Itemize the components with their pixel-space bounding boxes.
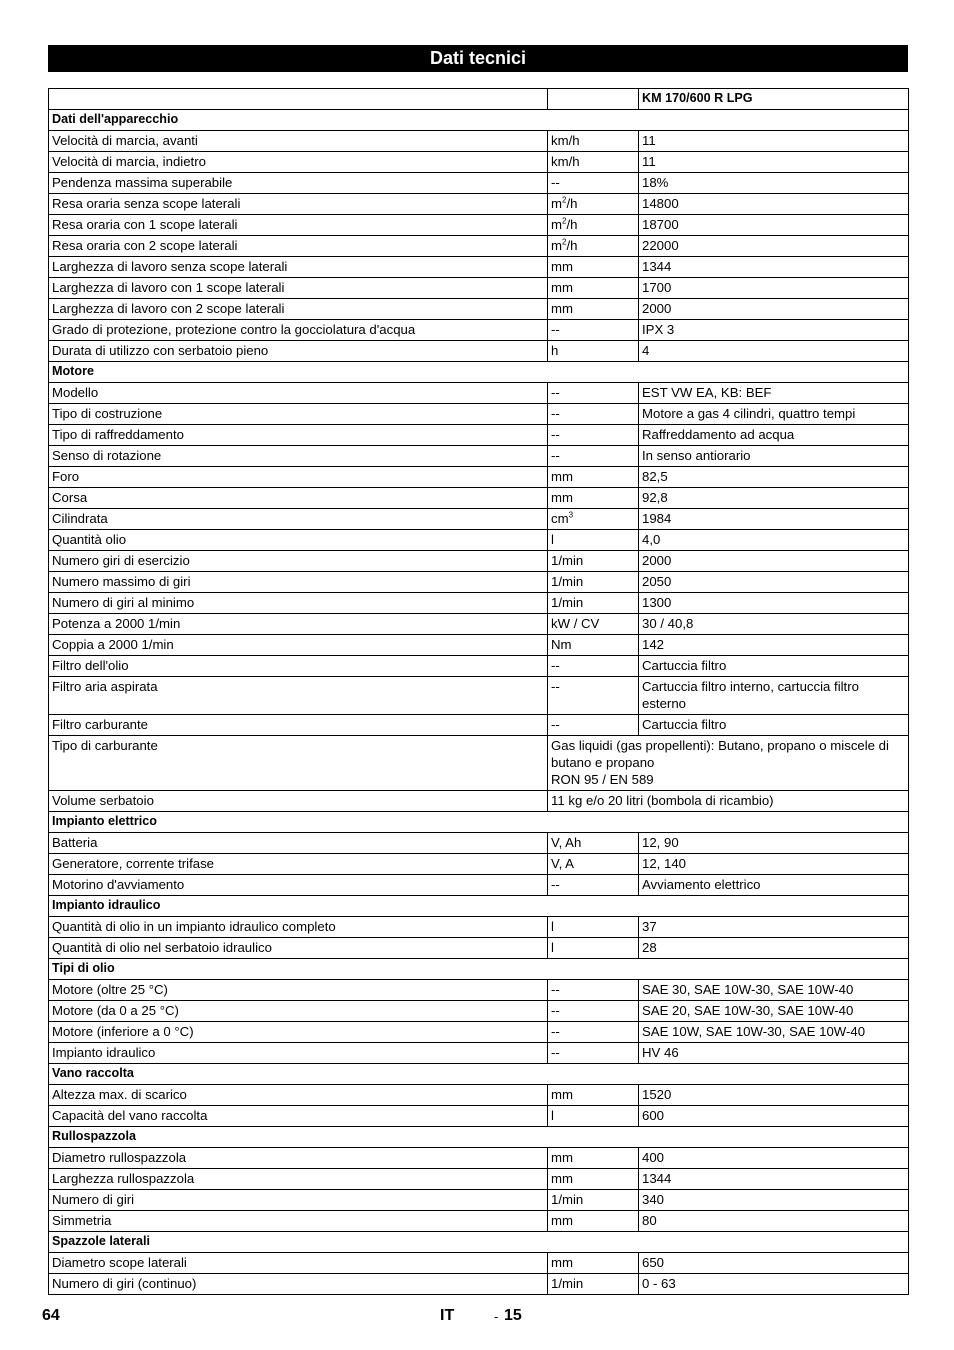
section-title: Dati dell'apparecchio bbox=[49, 110, 909, 131]
table-row bbox=[49, 1022, 909, 1043]
spec-unit: -- bbox=[548, 715, 639, 736]
table-row bbox=[49, 320, 909, 341]
technical-data-table bbox=[48, 88, 909, 1295]
spec-label: Tipo di costruzione bbox=[49, 404, 548, 425]
spec-label: Batteria bbox=[49, 833, 548, 854]
table-row bbox=[49, 173, 909, 194]
header-empty-cell bbox=[49, 89, 548, 110]
spec-label: Corsa bbox=[49, 488, 548, 509]
spec-unit: V, A bbox=[548, 854, 639, 875]
spec-value: 2000 bbox=[639, 551, 909, 572]
spec-value: 82,5 bbox=[639, 467, 909, 488]
section-title: Rullospazzola bbox=[49, 1127, 909, 1148]
table-row bbox=[49, 980, 909, 1001]
spec-unit: km/h bbox=[548, 152, 639, 173]
spec-label: Numero giri di esercizio bbox=[49, 551, 548, 572]
spec-label: Senso di rotazione bbox=[49, 446, 548, 467]
spec-unit: -- bbox=[548, 677, 639, 715]
spec-label: Motore (oltre 25 °C) bbox=[49, 980, 548, 1001]
table-row bbox=[49, 278, 909, 299]
spec-label: Filtro aria aspirata bbox=[49, 677, 548, 715]
language-code: IT bbox=[440, 1307, 455, 1324]
spec-value: 37 bbox=[639, 917, 909, 938]
spec-unit: $m^2/h$ bbox=[548, 215, 639, 236]
spec-unit: -- bbox=[548, 1001, 639, 1022]
spec-label: Simmetria bbox=[49, 1211, 548, 1232]
section-title: Impianto elettrico bbox=[49, 812, 909, 833]
spec-value: 340 bbox=[639, 1190, 909, 1211]
spec-unit: h bbox=[548, 341, 639, 362]
section-title: Tipi di olio bbox=[49, 959, 909, 980]
table-row bbox=[49, 1274, 909, 1295]
section-header-row bbox=[49, 1064, 909, 1085]
section-page-number: 15 bbox=[504, 1307, 522, 1324]
spec-label: Numero di giri bbox=[49, 1190, 548, 1211]
section-title: Motore bbox=[49, 362, 909, 383]
table-row bbox=[49, 194, 909, 215]
spec-value: 1344 bbox=[639, 1169, 909, 1190]
spec-unit: -- bbox=[548, 404, 639, 425]
spec-unit: 1/min bbox=[548, 593, 639, 614]
spec-unit: l bbox=[548, 530, 639, 551]
spec-value-merged bbox=[548, 791, 909, 812]
spec-unit: -- bbox=[548, 656, 639, 677]
spec-value: 1300 bbox=[639, 593, 909, 614]
table-row bbox=[49, 131, 909, 152]
table-row bbox=[49, 917, 909, 938]
spec-label: Pendenza massima superabile bbox=[49, 173, 548, 194]
spec-value: 18% bbox=[639, 173, 909, 194]
page-separator: - bbox=[494, 1309, 499, 1324]
spec-label: Resa oraria con 1 scope laterali bbox=[49, 215, 548, 236]
table-row bbox=[49, 1211, 909, 1232]
spec-label: Larghezza rullospazzola bbox=[49, 1169, 548, 1190]
spec-label: Larghezza di lavoro con 1 scope laterali bbox=[49, 278, 548, 299]
section-header-row bbox=[49, 1232, 909, 1253]
section-header-row bbox=[49, 896, 909, 917]
spec-unit: mm bbox=[548, 278, 639, 299]
spec-unit: mm bbox=[548, 1085, 639, 1106]
section-header-row bbox=[49, 362, 909, 383]
table-row bbox=[49, 593, 909, 614]
spec-unit: l bbox=[548, 917, 639, 938]
spec-unit: l bbox=[548, 938, 639, 959]
table-row bbox=[49, 736, 909, 791]
section-title: Vano raccolta bbox=[49, 1064, 909, 1085]
spec-value: 400 bbox=[639, 1148, 909, 1169]
spec-value: 1700 bbox=[639, 278, 909, 299]
spec-value: 12, 90 bbox=[639, 833, 909, 854]
spec-label: Altezza max. di scarico bbox=[49, 1085, 548, 1106]
spec-value: 4 bbox=[639, 341, 909, 362]
table-row bbox=[49, 1253, 909, 1274]
spec-value: 22000 bbox=[639, 236, 909, 257]
spec-value: In senso antiorario bbox=[639, 446, 909, 467]
table-row bbox=[49, 1106, 909, 1127]
spec-label: Motore (inferiore a 0 °C) bbox=[49, 1022, 548, 1043]
spec-value: 14800 bbox=[639, 194, 909, 215]
table-row bbox=[49, 467, 909, 488]
spec-label: Durata di utilizzo con serbatoio pieno bbox=[49, 341, 548, 362]
header-empty-cell bbox=[548, 89, 639, 110]
spec-label: Numero di giri (continuo) bbox=[49, 1274, 548, 1295]
spec-unit: kW / CV bbox=[548, 614, 639, 635]
table-row bbox=[49, 152, 909, 173]
table-row bbox=[49, 530, 909, 551]
spec-value: 0 - 63 bbox=[639, 1274, 909, 1295]
spec-label: Quantità di olio nel serbatoio idraulico bbox=[49, 938, 548, 959]
table-row bbox=[49, 446, 909, 467]
spec-label: Larghezza di lavoro con 2 scope laterali bbox=[49, 299, 548, 320]
spec-unit: mm bbox=[548, 1169, 639, 1190]
spec-unit: mm bbox=[548, 1148, 639, 1169]
table-row bbox=[49, 1190, 909, 1211]
spec-unit: -- bbox=[548, 446, 639, 467]
table-row bbox=[49, 404, 909, 425]
spec-value: SAE 10W, SAE 10W-30, SAE 10W-40 bbox=[639, 1022, 909, 1043]
spec-unit: -- bbox=[548, 383, 639, 404]
table-row bbox=[49, 572, 909, 593]
spec-value: 11 bbox=[639, 152, 909, 173]
spec-value: Cartuccia filtro bbox=[639, 656, 909, 677]
spec-unit: $m^2/h$ bbox=[548, 236, 639, 257]
page-title: Dati tecnici bbox=[48, 45, 908, 72]
spec-value: 11 bbox=[639, 131, 909, 152]
spec-unit: mm bbox=[548, 257, 639, 278]
spec-value: 1520 bbox=[639, 1085, 909, 1106]
table-row bbox=[49, 715, 909, 736]
spec-label: Diametro scope laterali bbox=[49, 1253, 548, 1274]
spec-value: 12, 140 bbox=[639, 854, 909, 875]
spec-label: Foro bbox=[49, 467, 548, 488]
section-header-row bbox=[49, 959, 909, 980]
spec-label: Velocità di marcia, avanti bbox=[49, 131, 548, 152]
spec-label: Resa oraria senza scope laterali bbox=[49, 194, 548, 215]
table-row bbox=[49, 1085, 909, 1106]
spec-unit: -- bbox=[548, 320, 639, 341]
spec-value: EST VW EA, KB: BEF bbox=[639, 383, 909, 404]
spec-label: Generatore, corrente trifase bbox=[49, 854, 548, 875]
spec-value: 1344 bbox=[639, 257, 909, 278]
spec-value: Cartuccia filtro bbox=[639, 715, 909, 736]
table-row bbox=[49, 383, 909, 404]
spec-value: 142 bbox=[639, 635, 909, 656]
table-row bbox=[49, 833, 909, 854]
table-row bbox=[49, 236, 909, 257]
spec-value: Cartuccia filtro interno, cartuccia filtro esterno bbox=[639, 677, 909, 715]
table-row bbox=[49, 875, 909, 896]
section-header-row bbox=[49, 110, 909, 131]
table-row bbox=[49, 791, 909, 812]
section-title: Spazzole laterali bbox=[49, 1232, 909, 1253]
table-row bbox=[49, 488, 909, 509]
spec-value: 80 bbox=[639, 1211, 909, 1232]
spec-unit: 1/min bbox=[548, 572, 639, 593]
spec-value: 600 bbox=[639, 1106, 909, 1127]
spec-label: Larghezza di lavoro senza scope laterali bbox=[49, 257, 548, 278]
page-number: 64 bbox=[42, 1307, 60, 1324]
spec-label: Filtro dell'olio bbox=[49, 656, 548, 677]
spec-unit: 1/min bbox=[548, 1190, 639, 1211]
spec-label: Coppia a 2000 1/min bbox=[49, 635, 548, 656]
spec-value: 2000 bbox=[639, 299, 909, 320]
spec-label: Motorino d'avviamento bbox=[49, 875, 548, 896]
spec-label: Tipo di raffreddamento bbox=[49, 425, 548, 446]
spec-unit: km/h bbox=[548, 131, 639, 152]
spec-label: Cilindrata bbox=[49, 509, 548, 530]
table-row bbox=[49, 551, 909, 572]
spec-unit: $m^2/h$ bbox=[548, 194, 639, 215]
spec-value: SAE 20, SAE 10W-30, SAE 10W-40 bbox=[639, 1001, 909, 1022]
spec-label: Filtro carburante bbox=[49, 715, 548, 736]
spec-unit: mm bbox=[548, 1253, 639, 1274]
section-header-row bbox=[49, 1127, 909, 1148]
spec-unit: V, Ah bbox=[548, 833, 639, 854]
spec-label: Numero massimo di giri bbox=[49, 572, 548, 593]
spec-label: Motore (da 0 a 25 °C) bbox=[49, 1001, 548, 1022]
spec-value: 30 / 40,8 bbox=[639, 614, 909, 635]
technical-data-body bbox=[49, 89, 909, 1295]
table-row bbox=[49, 938, 909, 959]
spec-unit: -- bbox=[548, 980, 639, 1001]
table-row bbox=[49, 854, 909, 875]
spec-value: 2050 bbox=[639, 572, 909, 593]
spec-unit: 1/min bbox=[548, 1274, 639, 1295]
spec-value: 18700 bbox=[639, 215, 909, 236]
spec-unit: -- bbox=[548, 173, 639, 194]
table-row bbox=[49, 1169, 909, 1190]
section-header-row bbox=[49, 812, 909, 833]
spec-value-line: Gas liquidi (gas propellenti): Butano, propano o miscele di butano e propano bbox=[551, 738, 889, 770]
spec-label: Quantità di olio in un impianto idraulico completo bbox=[49, 917, 548, 938]
spec-value: 650 bbox=[639, 1253, 909, 1274]
spec-label: Modello bbox=[49, 383, 548, 404]
spec-value: Avviamento elettrico bbox=[639, 875, 909, 896]
spec-unit: mm bbox=[548, 488, 639, 509]
spec-value-line: 11 kg e/o 20 litri (bombola di ricambio) bbox=[551, 793, 774, 808]
table-row bbox=[49, 635, 909, 656]
spec-value: SAE 30, SAE 10W-30, SAE 10W-40 bbox=[639, 980, 909, 1001]
spec-label: Potenza a 2000 1/min bbox=[49, 614, 548, 635]
spec-unit: l bbox=[548, 1106, 639, 1127]
spec-label: Resa oraria con 2 scope laterali bbox=[49, 236, 548, 257]
spec-label: Velocità di marcia, indietro bbox=[49, 152, 548, 173]
spec-label: Tipo di carburante bbox=[49, 736, 548, 791]
spec-value: Motore a gas 4 cilindri, quattro tempi bbox=[639, 404, 909, 425]
spec-unit: 1/min bbox=[548, 551, 639, 572]
spec-value-merged bbox=[548, 736, 909, 791]
spec-label: Diametro rullospazzola bbox=[49, 1148, 548, 1169]
spec-label: Volume serbatoio bbox=[49, 791, 548, 812]
spec-value-line: RON 95 / EN 589 bbox=[551, 772, 654, 787]
spec-value: IPX 3 bbox=[639, 320, 909, 341]
table-row bbox=[49, 215, 909, 236]
spec-value: 92,8 bbox=[639, 488, 909, 509]
table-row bbox=[49, 614, 909, 635]
spec-unit: -- bbox=[548, 875, 639, 896]
table-row bbox=[49, 299, 909, 320]
spec-unit: -- bbox=[548, 425, 639, 446]
spec-unit: -- bbox=[548, 1043, 639, 1064]
spec-value: 4,0 bbox=[639, 530, 909, 551]
spec-unit: mm bbox=[548, 299, 639, 320]
table-row bbox=[49, 341, 909, 362]
table-row bbox=[49, 656, 909, 677]
model-name: KM 170/600 R LPG bbox=[639, 89, 909, 110]
spec-label: Capacità del vano raccolta bbox=[49, 1106, 548, 1127]
spec-unit: $cm^3$ bbox=[548, 509, 639, 530]
spec-label: Quantità olio bbox=[49, 530, 548, 551]
spec-unit: Nm bbox=[548, 635, 639, 656]
spec-value: 1984 bbox=[639, 509, 909, 530]
table-row bbox=[49, 425, 909, 446]
table-row bbox=[49, 509, 909, 530]
table-row bbox=[49, 1043, 909, 1064]
section-title: Impianto idraulico bbox=[49, 896, 909, 917]
spec-value: 28 bbox=[639, 938, 909, 959]
table-row bbox=[49, 257, 909, 278]
spec-label: Impianto idraulico bbox=[49, 1043, 548, 1064]
table-row bbox=[49, 1148, 909, 1169]
table-row bbox=[49, 677, 909, 715]
spec-unit: mm bbox=[548, 1211, 639, 1232]
spec-value: Raffreddamento ad acqua bbox=[639, 425, 909, 446]
spec-unit: mm bbox=[548, 467, 639, 488]
spec-unit: -- bbox=[548, 1022, 639, 1043]
table-header-row bbox=[49, 89, 909, 110]
table-row bbox=[49, 1001, 909, 1022]
spec-label: Grado di protezione, protezione contro la gocciolatura d'acqua bbox=[49, 320, 548, 341]
spec-value: HV 46 bbox=[639, 1043, 909, 1064]
spec-label: Numero di giri al minimo bbox=[49, 593, 548, 614]
